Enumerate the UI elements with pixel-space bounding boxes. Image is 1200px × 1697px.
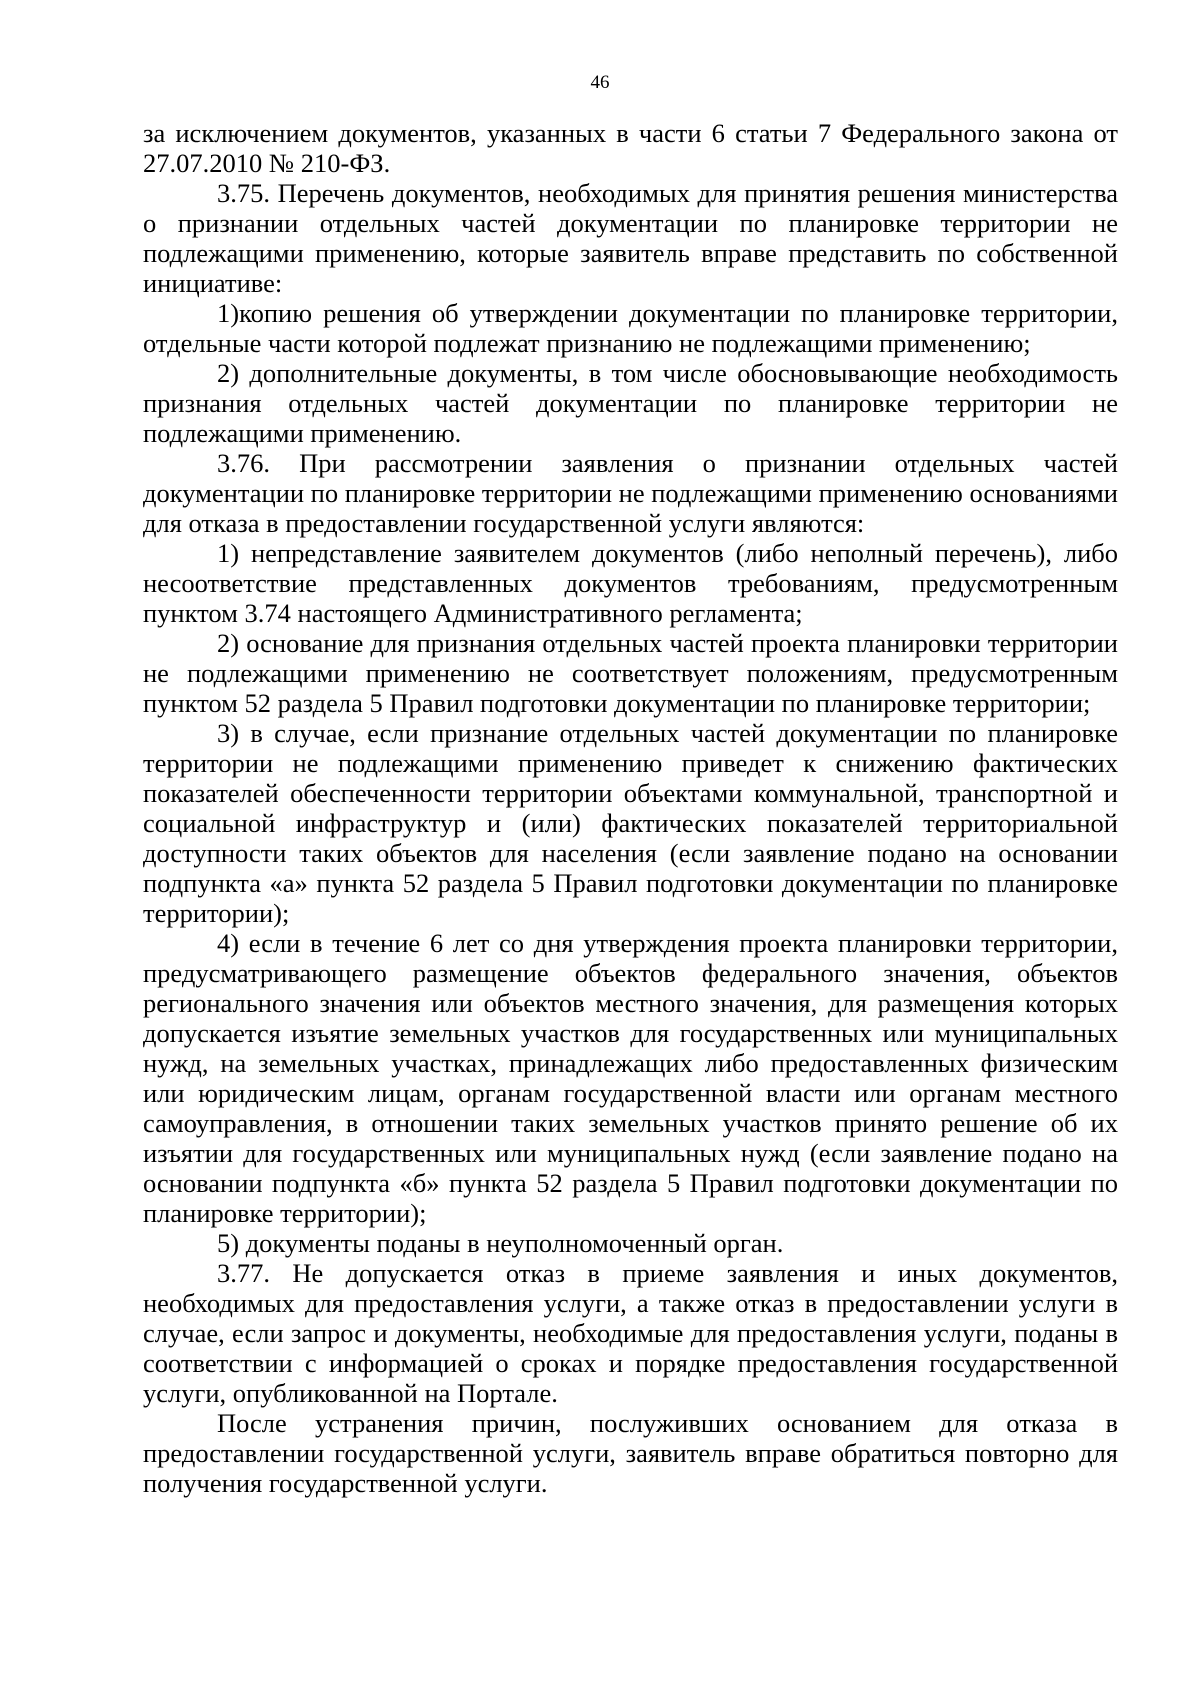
paragraph-3-76-item-2: 2) основание для признания отдельных частей проекта планировки территории не подлежащими применению не соответствует положениям, предусмотренным пунктом 52 раздела 5 Правил подготовки документации по планировке территории; [143,628,1118,718]
page-number: 46 [590,72,610,93]
paragraph-3-76-item-4: 4) если в течение 6 лет со дня утверждения проекта планировки территории, предусматривающего размещение объектов федерального значения, объектов регионального значения или объектов местного значения, для размещения которых допускается изъятие земельных участков для государственных или муниципальных нужд, на земельных участках, принадлежащих либо предоставленных физическим или юридическим лицам, органам государственной власти или органам местного самоуправления, в отношении таких земельных участков принято решение об их изъятии для государственных или муниципальных нужд (если заявление подано на основании подпункта «б» пункта 52 раздела 5 Правил подготовки документации по планировке территории); [143,928,1118,1228]
paragraph-3-77-continuation: После устранения причин, послуживших основанием для отказа в предоставлении государственной услуги, заявитель вправе обратиться повторно для получения государственной услуги. [143,1408,1118,1498]
paragraph-3-76-item-1: 1) непредставление заявителем документов (либо неполный перечень), либо несоответствие представленных документов требованиям, предусмотренным пунктом 3.74 настоящего Административного регламента; [143,538,1118,628]
paragraph-3-75-item-2: 2) дополнительные документы, в том числе обосновывающие необходимость признания отдельных частей документации по планировке территории не подлежащими применению. [143,358,1118,448]
paragraph-3-77: 3.77. Не допускается отказ в приеме заявления и иных документов, необходимых для предоставления услуги, а также отказ в предоставлении услуги в случае, если запрос и документы, необходимые для предоставления услуги, поданы в соответствии с информацией о сроках и порядке предоставления государственной услуги, опубликованной на Портале. [143,1258,1118,1408]
paragraph-3-75: 3.75. Перечень документов, необходимых для принятия решения министерства о признании отдельных частей документации по планировке территории не подлежащими применению, которые заявитель вправе представить по собственной инициативе: [143,178,1118,298]
paragraph-continuation: за исключением документов, указанных в части 6 статьи 7 Федерального закона от 27.07.2010 № 210-ФЗ. [143,118,1118,178]
paragraph-3-76: 3.76. При рассмотрении заявления о признании отдельных частей документации по планировке территории не подлежащими применению основаниями для отказа в предоставлении государственной услуги являются: [143,448,1118,538]
paragraph-3-76-item-3: 3) в случае, если признание отдельных частей документации по планировке территории не подлежащими применению приведет к снижению фактических показателей обеспеченности территории объектами коммунальной, транспортной и социальной инфраструктур и (или) фактических показателей территориальной доступности таких объектов для населения (если заявление подано на основании подпункта «а» пункта 52 раздела 5 Правил подготовки документации по планировке территории); [143,718,1118,928]
document-body [143,118,1118,1498]
paragraph-3-75-item-1: 1)копию решения об утверждении документации по планировке территории, отдельные части которой подлежат признанию не подлежащими применению; [143,298,1118,358]
paragraph-3-76-item-5: 5) документы поданы в неуполномоченный орган. [217,1228,784,1258]
